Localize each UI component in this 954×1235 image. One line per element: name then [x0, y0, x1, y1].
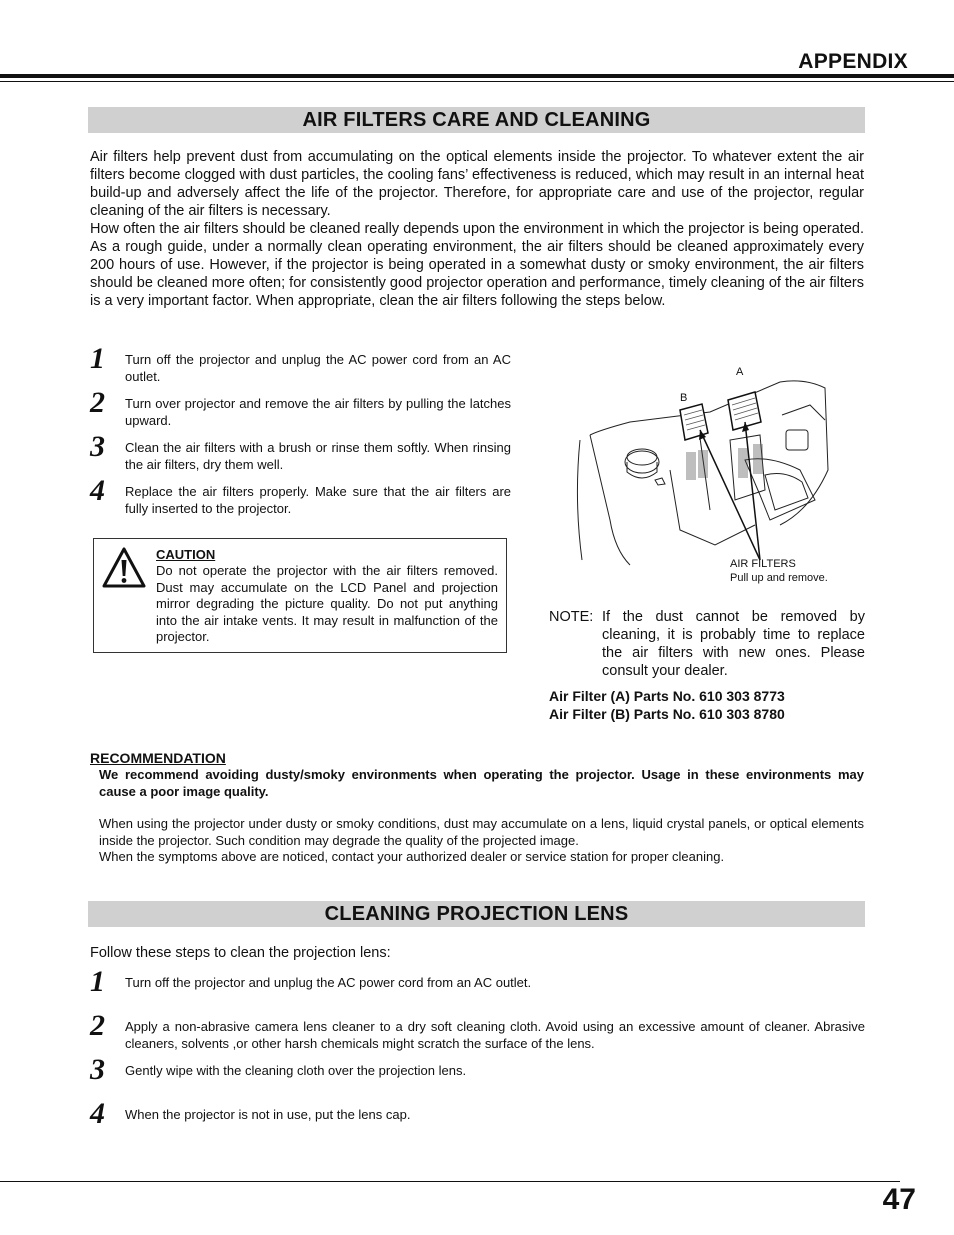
- section-title-air-filters: AIR FILTERS CARE AND CLEANING: [88, 107, 865, 133]
- step-number: 4: [90, 1097, 105, 1130]
- air-filter-illustration: [570, 360, 860, 590]
- figure-caption-title: AIR FILTERS: [730, 558, 796, 570]
- step-number: 4: [90, 474, 105, 507]
- footer-rule: [0, 1181, 900, 1182]
- step-number: 1: [90, 342, 105, 375]
- caution-text: Do not operate the projector with the air filters removed. Dust may accumulate on the LCD Panel and projection mirror degrading the picture quality. Do not put anything into the air intake vents. It may result in malfunction of the projector.: [156, 563, 498, 644]
- header-rule-thin: [0, 81, 954, 82]
- note-label: NOTE:: [549, 609, 594, 625]
- recommendation-title: RECOMMENDATION: [90, 750, 226, 766]
- step-number: 2: [90, 1009, 105, 1042]
- note-text: If the dust cannot be removed by cleaning, it is probably time to replace the air filters with new ones. Please consult your dealer.: [602, 609, 865, 679]
- step-text: Turn over projector and remove the air filters by pulling the latches upward.: [125, 396, 511, 428]
- step-text: Apply a non-abrasive camera lens cleaner to a dry soft cleaning cloth. Avoid using an excessive amount of cleaner. Abrasive cleaners, solvents ,or other harsh chemicals might scratch the surface of the lens.: [125, 1019, 865, 1051]
- header-rule: [0, 74, 954, 78]
- section-title-lens: CLEANING PROJECTION LENS: [88, 901, 865, 927]
- step-text: Gently wipe with the cleaning cloth over the projection lens.: [125, 1063, 467, 1078]
- page-number: 47: [882, 1183, 916, 1216]
- step-number: 2: [90, 386, 105, 419]
- step-text: When the projector is not in use, put the lens cap.: [125, 1107, 411, 1122]
- filter-label-b: B: [680, 392, 688, 404]
- part-number-a: Air Filter (A) Parts No. 610 303 8773: [549, 688, 785, 704]
- lens-intro: Follow these steps to clean the projection lens:: [90, 945, 391, 961]
- step-text: Turn off the projector and unplug the AC power cord from an AC outlet.: [125, 352, 511, 384]
- warning-triangle-icon: [102, 547, 146, 589]
- recommendation-text-1: When using the projector under dusty or smoky conditions, dust may accumulate on a lens, liquid crystal panels, or optical elements inside the projector. Such condition may degrade the quality of the projected image.: [99, 816, 864, 848]
- step-text: Replace the air filters properly. Make sure that the air filters are fully inserted to the projector.: [125, 484, 511, 516]
- recommendation-text-2: When the symptoms above are noticed, contact your authorized dealer or service station for proper cleaning.: [99, 849, 725, 864]
- section-label: APPENDIX: [798, 50, 908, 73]
- recommendation-bold-text: We recommend avoiding dusty/smoky environments when operating the projector. Usage in these environments may cause a poor image quality.: [99, 767, 864, 799]
- caution-title: CAUTION: [156, 547, 216, 562]
- part-number-b: Air Filter (B) Parts No. 610 303 8780: [549, 706, 785, 722]
- figure-caption-subtitle: Pull up and remove.: [730, 572, 828, 584]
- projector-filter-drawing: [570, 360, 860, 590]
- filter-label-a: A: [736, 366, 744, 378]
- step-text: Turn off the projector and unplug the AC power cord from an AC outlet.: [125, 975, 532, 990]
- intro-paragraph-1: Air filters help prevent dust from accumulating on the optical elements inside the projector. To whatever extent the air filters become clogged with dust particles, the cooling fans’ effectiveness is reduced, which may result in an internal heat build-up and adversely affect the life of the projector. Therefore, for appropriate care and use of the projector, regular cleaning of the air filters is necessary.: [90, 149, 864, 219]
- intro-paragraph-2: How often the air filters should be cleaned really depends upon the environment in which the projector is being operated. As a rough guide, under a normally clean operating environment, the air filters should be cleaned approximately every 200 hours of use. However, if the projector is being operated in a somewhat dusty or smoky environment, the air filters should be cleaned more often; for consistently good projector operation and performance, timely cleaning of the air filters is a very important factor. When appropriate, clean the air filters following the steps below.: [90, 221, 864, 309]
- step-number: 3: [90, 430, 105, 463]
- step-text: Clean the air filters with a brush or rinse them softly. When rinsing the air filters, dry them well.: [125, 440, 511, 472]
- caution-box: [93, 538, 507, 653]
- step-number: 3: [90, 1053, 105, 1086]
- step-number: 1: [90, 965, 105, 998]
